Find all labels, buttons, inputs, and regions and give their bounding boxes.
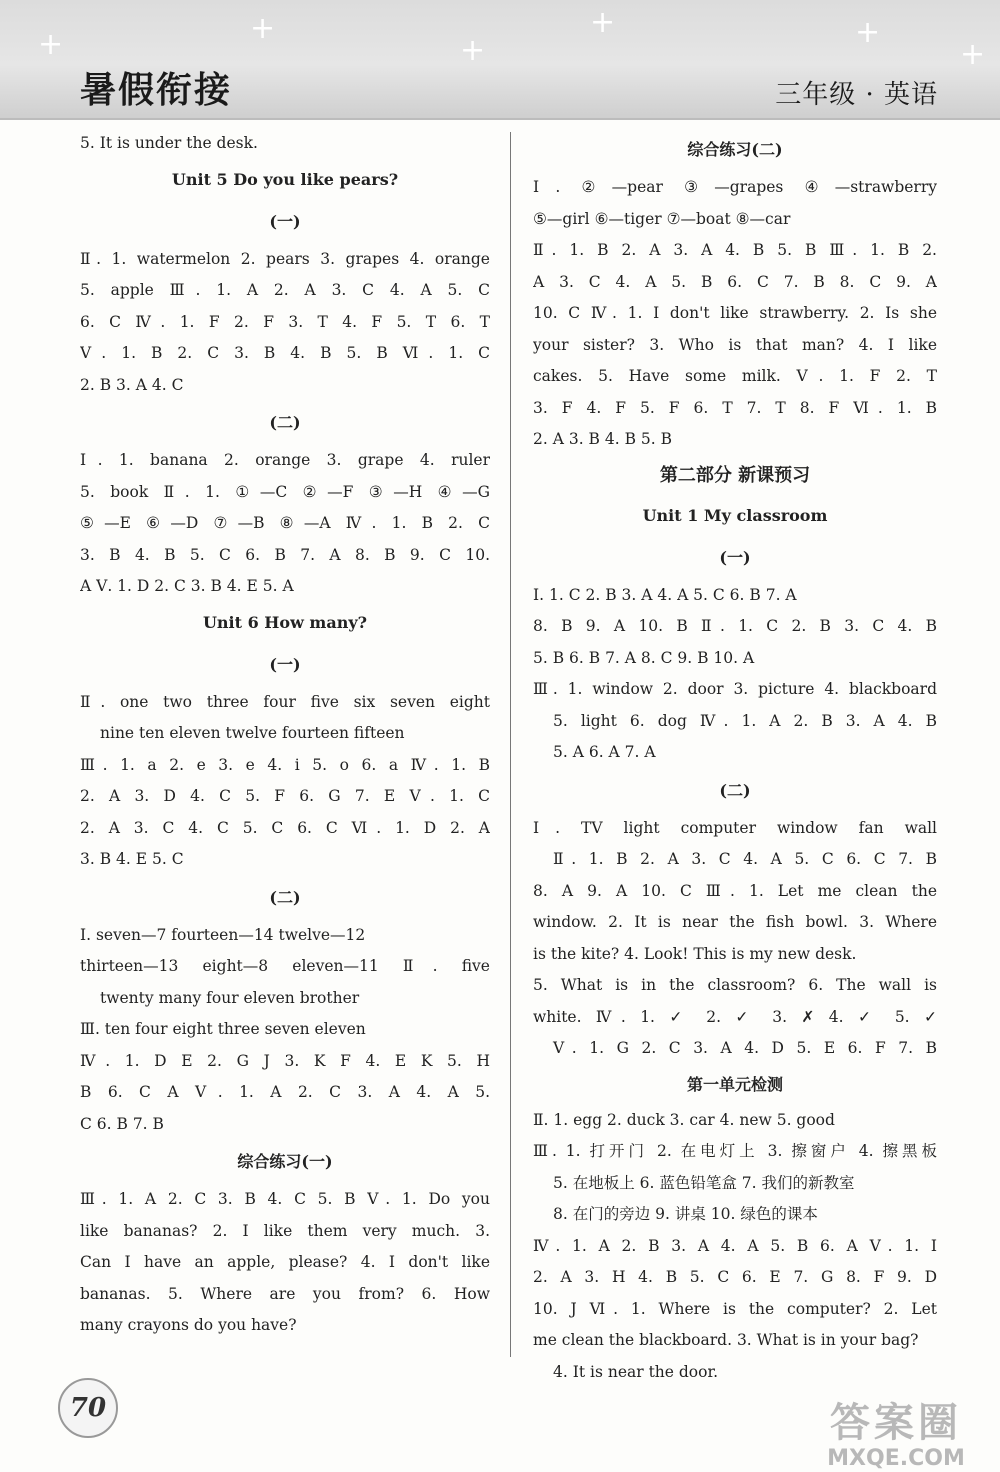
- answer-line: 5. What is in the classroom? 6. The wall is: [533, 976, 937, 994]
- page-header: [0, 0, 1000, 120]
- section-heading: (二): [269, 413, 301, 432]
- answer-line: 5. book Ⅱ. 1. ①—C ②—F ③—H ④—G: [80, 482, 490, 501]
- answer-line: bananas. 5. Where are you from? 6. How: [80, 1284, 490, 1303]
- answer-line: 8. 在门的旁边 9. 讲桌 10. 绿色的课本: [553, 1205, 818, 1223]
- answer-line: 2. A 3. H 4. B 5. C 6. E 7. G 8. F 9. D: [533, 1268, 937, 1286]
- answer-line: Ⅲ. 1. a 2. e 3. e 4. i 5. o 6. a Ⅳ. 1. B: [80, 755, 490, 774]
- answer-line: Ⅱ. 1. egg 2. duck 3. car 4. new 5. good: [533, 1110, 835, 1129]
- section-heading: (一): [719, 547, 751, 567]
- star-decoration-icon: +: [855, 15, 881, 50]
- answer-line: Ⅰ. ②—pear ③—grapes ④—strawberry: [533, 178, 937, 196]
- answer-line: Ⅳ. 1. A 2. B 3. A 4. A 5. B 6. A Ⅴ. 1. I: [533, 1236, 937, 1255]
- section-heading: (二): [269, 887, 301, 907]
- left-column: [80, 128, 490, 1342]
- answer-line: Ⅰ. 1. C 2. B 3. A 4. A 5. C 6. B 7. A: [533, 585, 797, 604]
- answer-line: Ⅰ. TV light computer window fan wall: [533, 818, 937, 837]
- section-heading: (二): [719, 780, 751, 800]
- answer-line: 10. C Ⅳ. 1. I don't like strawberry. 2. Is she: [533, 304, 937, 322]
- answer-line: Can I have an apple, please? 4. I don't like: [80, 1253, 490, 1271]
- answer-line: me clean the blackboard. 3. What is in your bag?: [533, 1331, 919, 1349]
- grade-subject: 三年级 · 英语: [775, 80, 938, 110]
- answer-line: 2. B 3. A 4. C: [80, 375, 184, 394]
- watermark-url: MXQE.COM: [827, 1446, 965, 1471]
- unit-heading: Unit 6 How many?: [202, 612, 368, 632]
- answer-line: many crayons do you have?: [80, 1316, 297, 1334]
- answer-line: Ⅱ. 1. B 2. A 3. A 4. B 5. B Ⅲ. 1. B 2.: [533, 241, 937, 259]
- star-decoration-icon: +: [960, 37, 986, 72]
- star-decoration-icon: +: [250, 11, 276, 46]
- answer-line: 10. J Ⅵ. 1. Where is the computer? 2. Let: [533, 1299, 937, 1318]
- answer-line: 3. F 4. F 5. F 6. T 7. T 8. F Ⅵ. 1. B: [533, 398, 937, 417]
- answer-line: 5. A 6. A 7. A: [553, 743, 656, 761]
- answer-line: nine ten eleven twelve fourteen fifteen: [100, 724, 405, 742]
- answer-line: C 6. B 7. B: [80, 1114, 164, 1133]
- watermark-brand: 答案圈: [830, 1400, 962, 1446]
- section-heading: (一): [269, 654, 301, 674]
- page-number: 70: [58, 1378, 118, 1438]
- answer-line: Ⅰ. seven—7 fourteen—14 twelve—12: [80, 925, 366, 944]
- book-title: 暑假衔接: [80, 70, 233, 111]
- answer-line: Ⅲ. 1. 打开门 2. 在电灯上 3. 擦窗户 4. 擦黑板: [533, 1142, 937, 1160]
- answer-line: is the kite? 4. Look! This is my new desk.: [533, 944, 857, 963]
- answer-line: 3. B 4. B 5. C 6. B 7. A 8. B 9. C 10.: [80, 545, 490, 564]
- answer-line: white. Ⅳ. 1. ✓ 2. ✓ 3. ✗ 4. ✓ 5. ✓: [533, 1007, 937, 1026]
- answer-line: 5. light 6. dog Ⅳ. 1. A 2. B 3. A 4. B: [553, 711, 937, 730]
- answer-line: ⑤—E ⑥—D ⑦—B ⑧—A Ⅳ. 1. B 2. C: [80, 514, 490, 532]
- section-heading: 综合练习(一): [237, 1152, 333, 1171]
- answer-line: your sister? 3. Who is that man? 4. I like: [533, 335, 937, 354]
- star-decoration-icon: +: [460, 33, 486, 68]
- answer-line: A Ⅴ. 1. D 2. C 3. B 4. E 5. A: [80, 577, 294, 595]
- answer-line: 3. B 4. E 5. C: [80, 850, 184, 868]
- part-heading: 第二部分 新课预习: [659, 464, 811, 486]
- star-decoration-icon: +: [590, 5, 616, 40]
- answer-line: 2. A 3. D 4. C 5. F 6. G 7. E Ⅴ. 1. C: [80, 787, 490, 805]
- answer-line: Ⅱ. 1. B 2. A 3. C 4. A 5. C 6. C 7. B: [553, 850, 937, 868]
- answer-line: 5. 在地板上 6. 蓝色铅笔盒 7. 我们的新教室: [553, 1173, 855, 1192]
- answer-line: 5. apple Ⅲ. 1. A 2. A 3. C 4. A 5. C: [80, 281, 490, 299]
- answer-line: 6. C Ⅳ. 1. F 2. F 3. T 4. F 5. T 6. T: [80, 312, 490, 331]
- unit-heading: Unit 5 Do you like pears?: [171, 169, 399, 189]
- answer-line: Ⅴ. 1. B 2. C 3. B 4. B 5. B Ⅵ. 1. C: [80, 344, 490, 362]
- answer-line: window. 2. It is near the fish bowl. 3. Where: [533, 913, 937, 931]
- column-divider: [510, 132, 511, 1357]
- answer-line: 8. A 9. A 10. C Ⅲ. 1. Let me clean the: [533, 881, 937, 900]
- answer-line: 5. B 6. B 7. A 8. C 9. B 10. A: [533, 648, 755, 667]
- answer-line: Ⅲ. ten four eight three seven eleven: [80, 1020, 366, 1038]
- unit-heading: Unit 1 My classroom: [642, 505, 828, 525]
- answer-line: Ⅲ. 1. A 2. C 3. B 4. C 5. B Ⅴ. 1. Do you: [80, 1190, 490, 1208]
- answer-line: ⑤—girl ⑥—tiger ⑦—boat ⑧—car: [533, 209, 791, 228]
- answer-line: B 6. C A Ⅴ. 1. A 2. C 3. A 4. A 5.: [80, 1083, 490, 1101]
- answer-line: Ⅲ. 1. window 2. door 3. picture 4. blackboard: [533, 680, 937, 698]
- section-heading: (一): [269, 211, 301, 231]
- star-decoration-icon: +: [38, 27, 64, 62]
- answer-line: Ⅱ. 1. watermelon 2. pears 3. grapes 4. orange: [80, 249, 490, 268]
- section-heading: 综合练习(二): [687, 140, 783, 159]
- answer-line: 5. It is under the desk.: [80, 134, 258, 152]
- answer-line: Ⅰ. 1. banana 2. orange 3. grape 4. ruler: [80, 451, 490, 469]
- watermark-logo: [796, 1400, 996, 1472]
- right-column: [533, 128, 937, 1388]
- answer-line: A 3. C 4. A 5. B 6. C 7. B 8. C 9. A: [533, 272, 937, 291]
- unit-heading: 第一单元检测: [686, 1074, 783, 1094]
- answer-line: like bananas? 2. I like them very much. 3.: [80, 1221, 490, 1240]
- answer-line: cakes. 5. Have some milk. Ⅴ. 1. F 2. T: [533, 367, 937, 385]
- answer-line: 2. A 3. C 4. C 5. C 6. C Ⅵ. 1. D 2. A: [80, 818, 490, 837]
- answer-line: 4. It is near the door.: [553, 1362, 719, 1381]
- answer-line: Ⅳ. 1. D E 2. G J 3. K F 4. E K 5. H: [80, 1051, 490, 1070]
- answer-line: 8. B 9. A 10. B Ⅱ. 1. C 2. B 3. C 4. B: [533, 617, 937, 635]
- answer-line: thirteen—13 eight—8 eleven—11 Ⅱ. five: [80, 957, 490, 975]
- answer-line: Ⅱ. one two three four five six seven eight: [80, 692, 490, 711]
- answer-line: twenty many four eleven brother: [100, 988, 360, 1007]
- answer-line: Ⅴ. 1. G 2. C 3. A 4. D 5. E 6. F 7. B: [553, 1039, 937, 1057]
- answer-line: 2. A 3. B 4. B 5. B: [533, 430, 673, 448]
